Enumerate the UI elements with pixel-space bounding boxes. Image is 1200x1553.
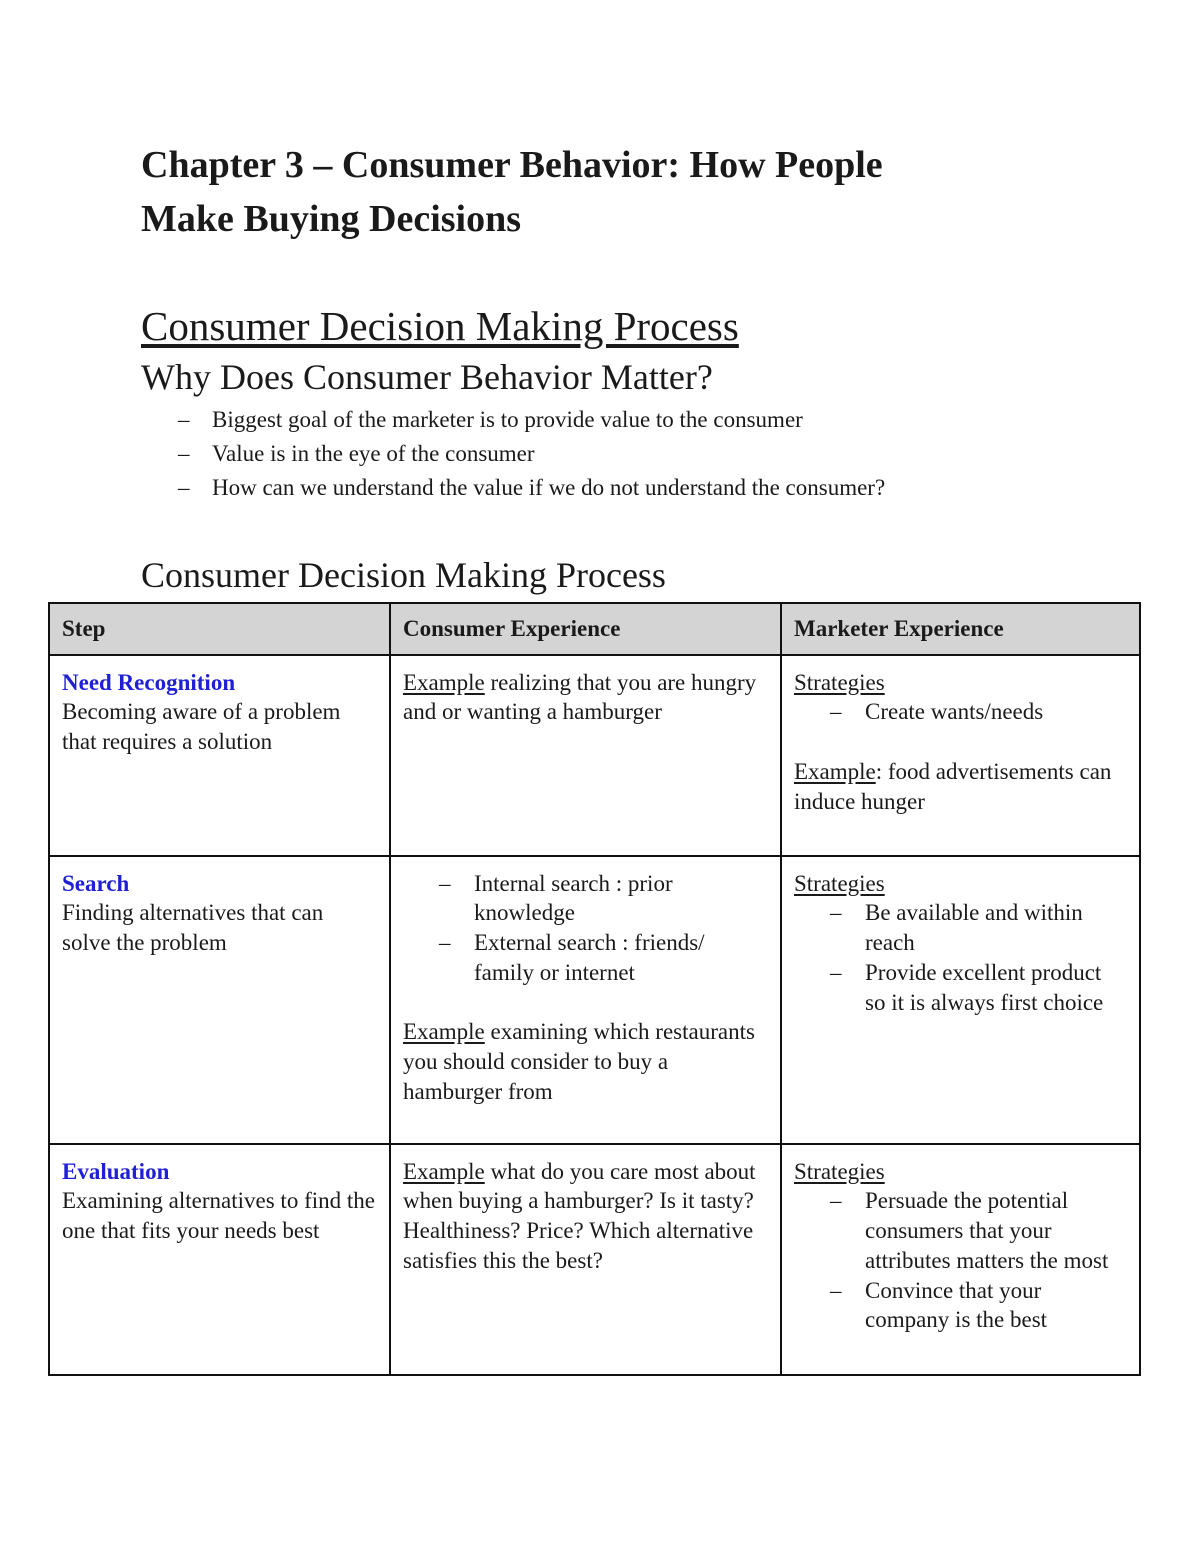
strategy-item: – Convince that your company is the best	[830, 1276, 1127, 1335]
chapter-title	[141, 138, 1041, 246]
strategy-list	[830, 697, 1127, 727]
bullet-item: – How can we understand the value if we do not understand the consumer?	[178, 471, 885, 505]
table-row	[49, 1144, 1140, 1375]
table-header-row	[49, 603, 1140, 655]
example-label: Example	[794, 758, 876, 784]
marketer-cell	[781, 655, 1140, 856]
example-text: examining which restaurants you should consider to buy a hamburger from	[403, 1019, 755, 1104]
search-type-item: – Internal search : prior knowledge	[439, 869, 768, 928]
example-label: Example	[403, 1019, 485, 1045]
consumer-cell	[390, 655, 781, 856]
bullet-list	[178, 403, 885, 505]
example-text: what do you care most about when buying a hamburger? Is it tasty? Healthiness? Price? Which alternative satisfies this the best?	[403, 1158, 756, 1273]
step-cell	[49, 655, 390, 856]
search-type-list	[439, 869, 768, 988]
step-name: Search	[62, 870, 130, 896]
table-row	[49, 856, 1140, 1144]
chapter-title-line2: Make Buying Decisions	[141, 198, 522, 240]
strategies-label: Strategies	[794, 1158, 885, 1184]
strategies-label: Strategies	[794, 669, 885, 695]
table-row	[49, 655, 1140, 856]
strategy-item: – Be available and within reach	[830, 898, 1127, 957]
step-cell	[49, 856, 390, 1144]
example-text: realizing that you are hungry and or wanting a hamburger	[403, 669, 757, 725]
step-description: Finding alternatives that can solve the problem	[62, 900, 324, 956]
example-text: : food advertisements can induce hunger	[794, 758, 1112, 814]
header-marketer-experience: Marketer Experience	[781, 603, 1140, 655]
consumer-cell	[390, 856, 781, 1144]
step-description: Examining alternatives to find the one that fits your needs best	[62, 1188, 375, 1244]
table-heading: Consumer Decision Making Process	[141, 555, 666, 595]
step-description: Becoming aware of a problem that requires a solution	[62, 699, 341, 755]
bullet-item: – Value is in the eye of the consumer	[178, 437, 885, 471]
bullet-item: – Biggest goal of the marketer is to provide value to the consumer	[178, 403, 885, 437]
header-step: Step	[49, 603, 390, 655]
section-heading: Consumer Decision Making Process	[141, 303, 739, 349]
strategy-list	[830, 898, 1127, 1017]
strategies-label: Strategies	[794, 870, 885, 896]
step-name: Evaluation	[62, 1158, 170, 1184]
consumer-cell	[390, 1144, 781, 1375]
step-name: Need Recognition	[62, 669, 236, 695]
strategy-item: – Create wants/needs	[830, 697, 1127, 727]
strategy-list	[830, 1186, 1127, 1335]
sub-heading: Why Does Consumer Behavior Matter?	[141, 357, 713, 397]
search-type-item: – External search : friends/ family or internet	[439, 928, 768, 987]
step-cell	[49, 1144, 390, 1375]
example-label: Example	[403, 669, 485, 695]
chapter-title-line1: Chapter 3 – Consumer Behavior: How People	[141, 144, 883, 186]
strategy-item: – Persuade the potential consumers that your attributes matters the most	[830, 1186, 1127, 1275]
header-consumer-experience: Consumer Experience	[390, 603, 781, 655]
marketer-cell	[781, 1144, 1140, 1375]
marketer-cell	[781, 856, 1140, 1144]
decision-process-table	[48, 602, 1141, 1376]
strategy-item: – Provide excellent product so it is always first choice	[830, 958, 1127, 1017]
example-label: Example	[403, 1158, 485, 1184]
